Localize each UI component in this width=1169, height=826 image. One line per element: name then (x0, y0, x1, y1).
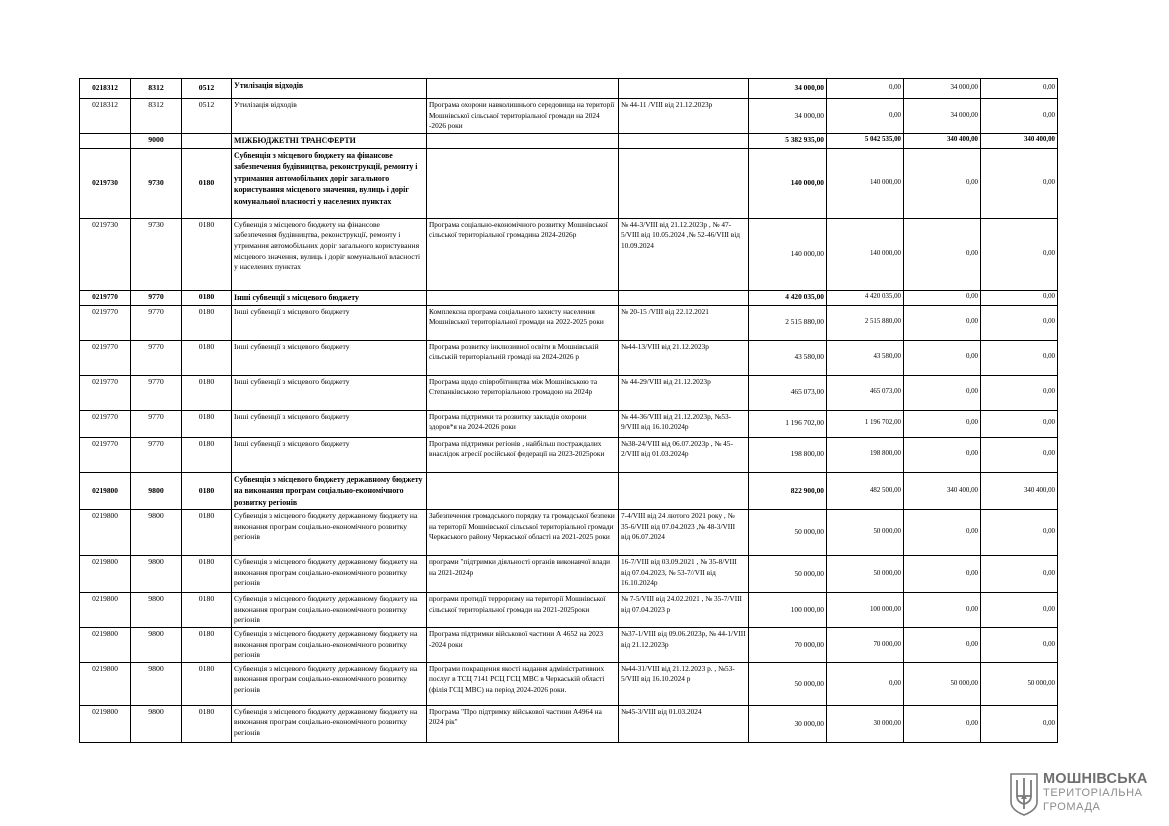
total-cell: 465 073,00 (749, 375, 827, 410)
code-kfkvk-cell: 0180 (182, 148, 232, 218)
code-kfkvk-cell: 0180 (182, 375, 232, 410)
program-cell: Програма підтримки та розвитку закладів охорони здоров*я на 2024-2026 роки (427, 410, 619, 437)
general-fund-cell: 1 196 702,00 (827, 410, 904, 437)
decision-cell: №44-31/VIII від 21.12.2023 р. , №53-5/VIII від 16.10.2024 р (619, 662, 749, 705)
code-kfkvk-cell: 0180 (182, 628, 232, 663)
general-fund-cell: 140 000,00 (827, 148, 904, 218)
special-fund-cell: 0,00 (904, 628, 981, 663)
total-cell: 2 515 880,00 (749, 305, 827, 340)
special-fund-cell: 340 400,00 (904, 133, 981, 148)
decision-cell: № 44-11 /VIII від 21.12.2023р (619, 99, 749, 134)
special-fund-cell: 34 000,00 (904, 79, 981, 99)
code-kfkvk-cell: 0180 (182, 437, 232, 472)
logo-line-3: ГРОМАДА (1043, 801, 1101, 813)
code-kfkvk-cell: 0180 (182, 662, 232, 705)
general-fund-cell: 0,00 (827, 79, 904, 99)
code-kpkvk-cell: 0219770 (80, 340, 131, 375)
code-kfkvk-cell: 0180 (182, 472, 232, 510)
code-tpkvk-cell: 9000 (131, 133, 182, 148)
general-fund-cell: 0,00 (827, 662, 904, 705)
code-tpkvk-cell: 9800 (131, 662, 182, 705)
general-fund-cell: 198 800,00 (827, 437, 904, 472)
code-tpkvk-cell: 9800 (131, 510, 182, 556)
total-cell: 34 000,00 (749, 99, 827, 134)
code-kfkvk-cell: 0180 (182, 510, 232, 556)
total-cell: 198 800,00 (749, 437, 827, 472)
program-cell: Програма підтримки військової частини А 4652 на 2023 -2024 роки (427, 628, 619, 663)
decision-cell: № 44-3/VIII від 21.12.2023р , № 47-5/VIII від 10.05.2024 ,№ 52-46/VIII від 10.09.2024 (619, 218, 749, 290)
code-kpkvk-cell: 0219800 (80, 472, 131, 510)
community-logo (1009, 771, 1149, 819)
name-cell: Утилізація відходів (232, 99, 427, 134)
table-row (80, 305, 1058, 340)
program-cell: Програма щодо співробітництва між Мошнівською та Степанківською територіальною громадою на 2024р (427, 375, 619, 410)
logo-line-2: ТЕРИТОРІАЛЬНА (1043, 787, 1143, 799)
name-cell: Інші субвенції з місцевого бюджету (232, 410, 427, 437)
name-cell: Субвенція з місцевого бюджету державному бюджету на виконання програм соціально-економічного розвитку регіонів (232, 472, 427, 510)
code-tpkvk-cell: 9770 (131, 410, 182, 437)
code-kpkvk-cell: 0218312 (80, 79, 131, 99)
table-row (80, 437, 1058, 472)
development-budget-cell: 0,00 (981, 375, 1058, 410)
total-cell: 70 000,00 (749, 628, 827, 663)
decision-cell: №37-1/VIII від 09.06.2023р, № 44-1/VIII від 21.12.2023р (619, 628, 749, 663)
development-budget-cell: 340 400,00 (981, 472, 1058, 510)
code-kfkvk-cell: 0180 (182, 340, 232, 375)
special-fund-cell: 0,00 (904, 510, 981, 556)
general-fund-cell: 50 000,00 (827, 510, 904, 556)
special-fund-cell: 50 000,00 (904, 662, 981, 705)
code-kfkvk-cell: 0180 (182, 593, 232, 628)
code-kfkvk-cell: 0180 (182, 410, 232, 437)
total-cell: 30 000,00 (749, 705, 827, 742)
general-fund-cell: 70 000,00 (827, 628, 904, 663)
table-row (80, 99, 1058, 134)
program-cell (427, 472, 619, 510)
code-kpkvk-cell: 0219800 (80, 510, 131, 556)
decision-cell: №45-3/VIII від 01.03.2024 (619, 705, 749, 742)
program-cell: Програма розвитку інклюзивної освіти в Мошнівській сільській територіальній громаді на 2024-2026 р (427, 340, 619, 375)
code-kpkvk-cell: 0219800 (80, 628, 131, 663)
decision-cell: 7-4/VIII від 24 лютого 2021 року , № 35-6/VIII від 07.04.2023 ,№ 48-3/VIII від 06.07.2024 (619, 510, 749, 556)
total-cell: 50 000,00 (749, 556, 827, 593)
program-cell: Програма підтримки регіонів , найбільш постраждалих внаслідок агресії російської федерації на 2023-2025роки (427, 437, 619, 472)
table-row (80, 340, 1058, 375)
code-kpkvk-cell: 0219770 (80, 410, 131, 437)
table-row (80, 593, 1058, 628)
code-kfkvk-cell: 0180 (182, 705, 232, 742)
special-fund-cell: 0,00 (904, 340, 981, 375)
code-kpkvk-cell: 0219800 (80, 556, 131, 593)
total-cell: 140 000,00 (749, 148, 827, 218)
development-budget-cell: 0,00 (981, 305, 1058, 340)
special-fund-cell: 340 400,00 (904, 472, 981, 510)
total-cell: 50 000,00 (749, 510, 827, 556)
program-cell: Програма соціально-економічного розвитку Мошнівської сільської територіальної громадина 2024-2026р (427, 218, 619, 290)
table-row (80, 662, 1058, 705)
general-fund-cell: 43 580,00 (827, 340, 904, 375)
code-tpkvk-cell: 8312 (131, 99, 182, 134)
code-kfkvk-cell: 0512 (182, 79, 232, 99)
code-tpkvk-cell: 9800 (131, 472, 182, 510)
general-fund-cell: 5 042 535,00 (827, 133, 904, 148)
development-budget-cell: 0,00 (981, 628, 1058, 663)
decision-cell (619, 148, 749, 218)
program-cell (427, 148, 619, 218)
general-fund-cell: 100 000,00 (827, 593, 904, 628)
total-cell: 5 382 935,00 (749, 133, 827, 148)
table-row (80, 375, 1058, 410)
name-cell: Субвенція з місцевого бюджету державному бюджету на виконання програм соціально-економічного розвитку регіонів (232, 510, 427, 556)
name-cell: Субвенція з місцевого бюджету на фінансове забезпечення будівництва, реконструкції, ремонту і утримання автомобільних доріг загального користування місцевого значення, вулиць і доріг комунальної власності у населених пунктах (232, 148, 427, 218)
development-budget-cell: 0,00 (981, 290, 1058, 305)
table-row (80, 510, 1058, 556)
name-cell: Інші субвенції з місцевого бюджету (232, 437, 427, 472)
decision-cell: № 44-36/VIII від 21.12.2023р, №53-9/VIII від 16.10.2024р (619, 410, 749, 437)
general-fund-cell: 0,00 (827, 99, 904, 134)
code-tpkvk-cell: 8312 (131, 79, 182, 99)
development-budget-cell: 0,00 (981, 437, 1058, 472)
special-fund-cell: 0,00 (904, 218, 981, 290)
development-budget-cell: 0,00 (981, 705, 1058, 742)
special-fund-cell: 0,00 (904, 148, 981, 218)
program-cell: Програма охорони навколишнього середовища на території Мошнівської сільської територіальної громади на 2024 -2026 роки (427, 99, 619, 134)
name-cell: Субвенція з місцевого бюджету державному бюджету на виконання програм соціально-економічного розвитку регіонів (232, 705, 427, 742)
total-cell: 43 580,00 (749, 340, 827, 375)
summary-row (80, 148, 1058, 218)
decision-cell (619, 79, 749, 99)
table-row (80, 705, 1058, 742)
program-cell: програми протидії терроризму на території Мошнівської сільської територіальної громади на 2021-2025роки (427, 593, 619, 628)
development-budget-cell: 340 400,00 (981, 133, 1058, 148)
code-tpkvk-cell: 9770 (131, 375, 182, 410)
total-cell: 34 000,00 (749, 79, 827, 99)
decision-cell: 16-7/VIII від 03.09.2021 , № 35-8/VIII від 07.04.2023, № 53-7//VII від 16.10.2024р (619, 556, 749, 593)
code-kpkvk-cell: 0218312 (80, 99, 131, 134)
code-kfkvk-cell (182, 133, 232, 148)
decision-cell: №38-24/VIII від 06.07.2023р , № 45-2/VIII від 01.03.2024р (619, 437, 749, 472)
name-cell: Інші субвенції з місцевого бюджету (232, 305, 427, 340)
special-fund-cell: 0,00 (904, 375, 981, 410)
development-budget-cell: 0,00 (981, 218, 1058, 290)
code-tpkvk-cell: 9730 (131, 218, 182, 290)
code-kpkvk-cell: 0219770 (80, 437, 131, 472)
code-kpkvk-cell: 0219800 (80, 662, 131, 705)
name-cell: Субвенція з місцевого бюджету державному бюджету на виконання програм соціально-економічного розвитку регіонів (232, 662, 427, 705)
program-cell: програми "підтримки діяльності органів виконавчої влади на 2021-2024р (427, 556, 619, 593)
summary-row (80, 472, 1058, 510)
name-cell: Субвенція з місцевого бюджету державному бюджету на виконання програм соціально-економічного розвитку регіонів (232, 556, 427, 593)
general-fund-cell: 2 515 880,00 (827, 305, 904, 340)
name-cell: Субвенція з місцевого бюджету державному бюджету на виконання програм соціально-економічного розвитку регіонів (232, 628, 427, 663)
development-budget-cell: 0,00 (981, 410, 1058, 437)
code-kpkvk-cell: 0219800 (80, 705, 131, 742)
development-budget-cell: 0,00 (981, 79, 1058, 99)
name-cell: МІЖБЮДЖЕТНІ ТРАНСФЕРТИ (232, 133, 427, 148)
total-cell: 1 196 702,00 (749, 410, 827, 437)
total-cell: 822 900,00 (749, 472, 827, 510)
program-cell: Забезпечення громадського порядку та громадської безпеки на території Мошнівської сільської територіальної громади Черкаського району Черкаської області на 2021-2025 роки (427, 510, 619, 556)
code-tpkvk-cell: 9770 (131, 437, 182, 472)
special-fund-cell: 0,00 (904, 410, 981, 437)
code-kpkvk-cell: 0219730 (80, 218, 131, 290)
name-cell: Інші субвенції з місцевого бюджету (232, 375, 427, 410)
program-cell: Комплексна програма соціального захисту населення Мошнівської територіальної громади на 2022-2025 роки (427, 305, 619, 340)
code-tpkvk-cell: 9800 (131, 593, 182, 628)
development-budget-cell: 0,00 (981, 99, 1058, 134)
total-cell: 140 000,00 (749, 218, 827, 290)
table-row (80, 556, 1058, 593)
total-cell: 50 000,00 (749, 662, 827, 705)
summary-row (80, 79, 1058, 99)
table-row (80, 628, 1058, 663)
code-kpkvk-cell: 0219770 (80, 375, 131, 410)
total-cell: 100 000,00 (749, 593, 827, 628)
decision-cell: № 44-29/VIII від 21.12.2023р (619, 375, 749, 410)
development-budget-cell: 50 000,00 (981, 662, 1058, 705)
decision-cell: № 20-15 /VIII від 22.12.2021 (619, 305, 749, 340)
special-fund-cell: 0,00 (904, 290, 981, 305)
code-kpkvk-cell (80, 133, 131, 148)
program-cell (427, 290, 619, 305)
code-kfkvk-cell: 0512 (182, 99, 232, 134)
decision-cell (619, 290, 749, 305)
development-budget-cell: 0,00 (981, 340, 1058, 375)
program-cell (427, 79, 619, 99)
special-fund-cell: 0,00 (904, 305, 981, 340)
code-kpkvk-cell: 0219800 (80, 593, 131, 628)
code-tpkvk-cell: 9800 (131, 556, 182, 593)
code-kfkvk-cell: 0180 (182, 556, 232, 593)
special-fund-cell: 34 000,00 (904, 99, 981, 134)
trident-emblem-icon (1009, 772, 1039, 816)
code-kfkvk-cell: 0180 (182, 218, 232, 290)
development-budget-cell: 0,00 (981, 593, 1058, 628)
program-cell: Програма "Про підтримку військової частини А4964 на 2024 рік" (427, 705, 619, 742)
summary-row (80, 133, 1058, 148)
general-fund-cell: 465 073,00 (827, 375, 904, 410)
table-row (80, 218, 1058, 290)
code-tpkvk-cell: 9730 (131, 148, 182, 218)
general-fund-cell: 140 000,00 (827, 218, 904, 290)
general-fund-cell: 482 500,00 (827, 472, 904, 510)
code-kfkvk-cell: 0180 (182, 305, 232, 340)
general-fund-cell: 30 000,00 (827, 705, 904, 742)
budget-program-table (79, 78, 1058, 743)
special-fund-cell: 0,00 (904, 705, 981, 742)
general-fund-cell: 4 420 035,00 (827, 290, 904, 305)
logo-line-1: МОШНІВСЬКА (1043, 771, 1148, 787)
code-kfkvk-cell: 0180 (182, 290, 232, 305)
program-cell: Програми покращення якості надання адміністративних послуг в ТСЦ 7141 РСЦ ГСЦ МВС в Черкаській області (філія ГСЦ МВС) на період 2024-2026 роки. (427, 662, 619, 705)
code-tpkvk-cell: 9770 (131, 290, 182, 305)
decision-cell (619, 133, 749, 148)
special-fund-cell: 0,00 (904, 437, 981, 472)
code-kpkvk-cell: 0219730 (80, 148, 131, 218)
special-fund-cell: 0,00 (904, 556, 981, 593)
total-cell: 4 420 035,00 (749, 290, 827, 305)
code-tpkvk-cell: 9770 (131, 340, 182, 375)
decision-cell: № 7-5/VIII від 24.02.2021 , № 35-7/VIII від 07.04.2023 р (619, 593, 749, 628)
development-budget-cell: 0,00 (981, 148, 1058, 218)
summary-row (80, 290, 1058, 305)
code-kpkvk-cell: 0219770 (80, 305, 131, 340)
name-cell: Субвенція з місцевого бюджету державному бюджету на виконання програм соціально-економічного розвитку регіонів (232, 593, 427, 628)
code-kpkvk-cell: 0219770 (80, 290, 131, 305)
decision-cell: №44-13/VIII від 21.12.2023р (619, 340, 749, 375)
name-cell: Інші субвенції з місцевого бюджету (232, 340, 427, 375)
special-fund-cell: 0,00 (904, 593, 981, 628)
development-budget-cell: 0,00 (981, 556, 1058, 593)
code-tpkvk-cell: 9800 (131, 628, 182, 663)
general-fund-cell: 50 000,00 (827, 556, 904, 593)
table-row (80, 410, 1058, 437)
code-tpkvk-cell: 9770 (131, 305, 182, 340)
development-budget-cell: 0,00 (981, 510, 1058, 556)
code-tpkvk-cell: 9800 (131, 705, 182, 742)
name-cell: Утилізація відходів (232, 79, 427, 99)
program-cell (427, 133, 619, 148)
decision-cell (619, 472, 749, 510)
name-cell: Інші субвенції з місцевого бюджету (232, 290, 427, 305)
name-cell: Субвенція з місцевого бюджету на фінансове забезпечення будівництва, реконструкції, ремонту і утримання автомобільних доріг загального користування місцевого значення, вулиць і доріг комунальної власності у населених пунктах (232, 218, 427, 290)
